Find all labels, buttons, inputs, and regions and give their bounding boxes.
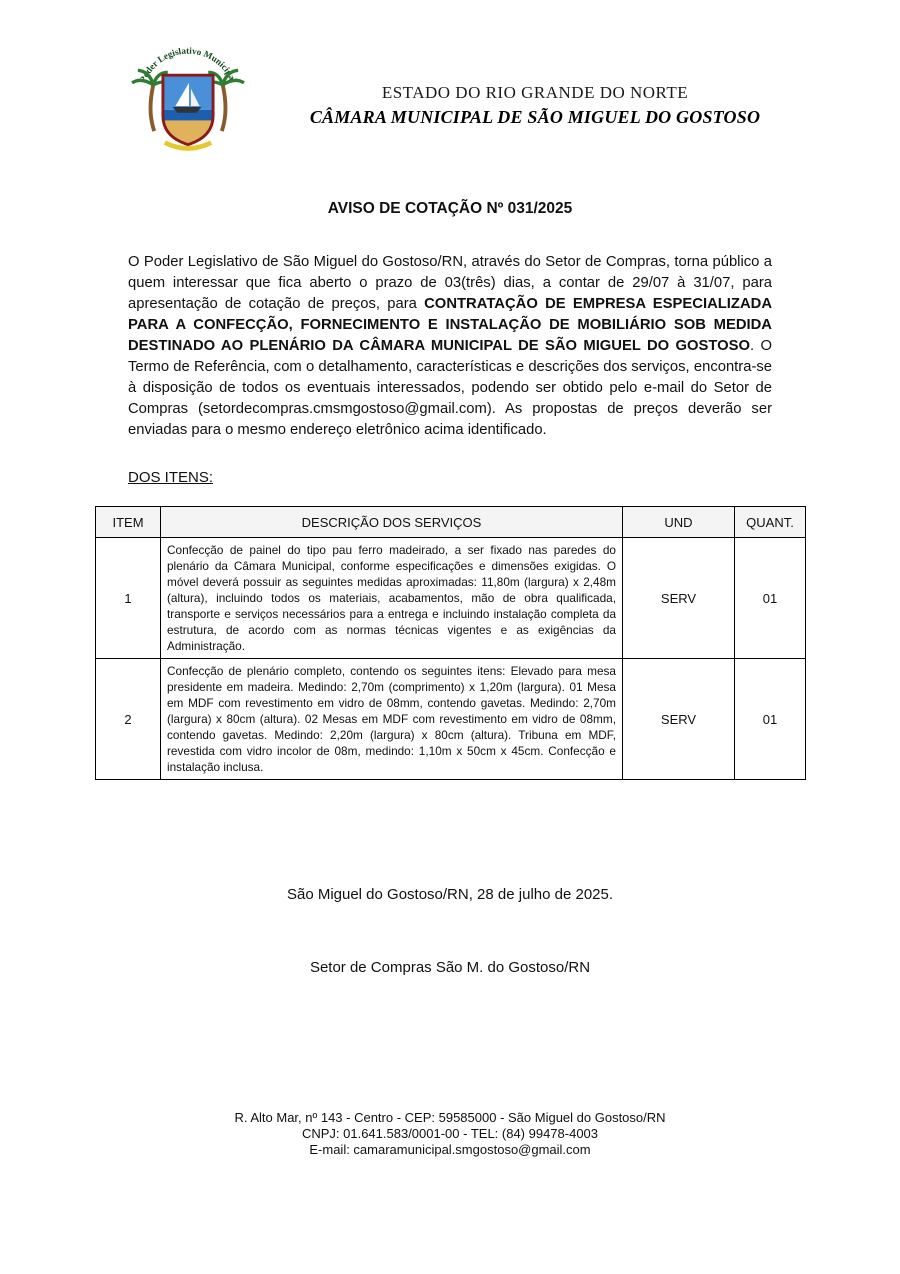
- paragraph-end: . O Termo de Referência, com o detalhamento, características e descrições dos serviços, encontra-se à disposição de todos os eventuais interessados, podendo ser obtido pelo e-mail do Setor de Compras (setordecompras.cmsmgostoso@gmail.com). As propostas de preços deverão ser enviadas para o mesmo endereço eletrônico acima identificado.: [128, 338, 772, 438]
- municipal-crest-logo: [118, 25, 258, 160]
- table-row: [96, 659, 806, 780]
- logo-arc-text: Poder Legislativo Municipal: [137, 45, 239, 84]
- body-paragraph: [128, 252, 772, 441]
- date-line: São Miguel do Gostoso/RN, 28 de julho de 2025.: [286, 886, 614, 904]
- signature-line: Setor de Compras São M. do Gostoso/RN: [309, 959, 591, 977]
- footer-email-line: E-mail: camaramunicipal.smgostoso@gmail.com: [309, 1141, 591, 1157]
- cell-item: 2: [96, 659, 161, 780]
- cell-descricao: Confecção de plenário completo, contendo os seguintes itens: Elevado para mesa presidente em madeira. Medindo: 2,70m (comprimento) x 1,20m (largura). 01 Mesa em MDF com revestimento em vidro de 08mm, contendo gavetas. Medindo: 2,70m (largura) x 80cm (altura). 02 Mesas em MDF com revestimento em vidro de 08mm, contendo gavetas. Medindo: 2,20m (largura) x 80cm (altura). Tribuna em MDF, revestida com vidro incolor de 08m, medindo: 1,10m x 50cm x 45cm. Confecção e instalação inclusa.: [161, 659, 623, 780]
- shield-icon: [163, 75, 213, 148]
- col-header-quant: QUANT.: [735, 507, 806, 538]
- cell-und: SERV: [623, 538, 735, 659]
- doc-title: AVISO DE COTAÇÃO Nº 031/2025: [327, 200, 573, 217]
- org-line: CÂMARA MUNICIPAL DE SÃO MIGUEL DO GOSTOSO: [309, 107, 761, 127]
- table-row: [96, 538, 806, 659]
- cell-quant: 01: [735, 538, 806, 659]
- cell-und: SERV: [623, 659, 735, 780]
- col-header-descricao: DESCRIÇÃO DOS SERVIÇOS: [161, 507, 623, 538]
- header-text-block: [255, 83, 815, 128]
- state-line: ESTADO DO RIO GRANDE DO NORTE: [381, 83, 689, 102]
- cell-item: 1: [96, 538, 161, 659]
- footer-cnpj-line: CNPJ: 01.641.583/0001-00 - TEL: (84) 99478-4003: [301, 1125, 599, 1141]
- paragraph-start: O Poder Legislativo de São Miguel do Gostoso/RN, através do Setor de Compras, torna público a quem interessar que fica aberto o prazo de 03(três) dias, a contar de 29/07 à 31/07, para apresentação de cotação de preços, para: [128, 254, 772, 312]
- document-footer: [0, 1110, 900, 1158]
- col-header-und: UND: [623, 507, 735, 538]
- document-header: [0, 25, 900, 160]
- footer-address-line: R. Alto Mar, nº 143 - Centro - CEP: 59585000 - São Miguel do Gostoso/RN: [234, 1110, 666, 1125]
- table-header-row: [96, 507, 806, 538]
- services-table: [95, 506, 806, 780]
- cell-quant: 01: [735, 659, 806, 780]
- col-header-item: ITEM: [96, 507, 161, 538]
- paragraph-bold-object: CONTRATAÇÃO DE EMPRESA ESPECIALIZADA PARA A CONFECÇÃO, FORNECIMENTO E INSTALAÇÃO DE MOBILIÁRIO SOB MEDIDA DESTINADO AO PLENÁRIO DA CÂMARA MUNICIPAL DE SÃO MIGUEL DO GOSTOSO: [128, 296, 772, 354]
- cell-descricao: Confecção de painel do tipo pau ferro madeirado, a ser fixado nas paredes do plenário da Câmara Municipal, conforme especificações e dimensões exigidas. O móvel deverá possuir as seguintes medidas aproximadas: 11,80m (largura) x 2,48m (altura), incluindo todos os materiais, acabamentos, mão de obra qualificada, transporte e serviços necessários para a entrega e incluindo instalação completa da estrutura, de acordo com as normas técnicas vigentes e as exigências da Administração.: [161, 538, 623, 659]
- items-heading: DOS ITENS:: [128, 469, 214, 486]
